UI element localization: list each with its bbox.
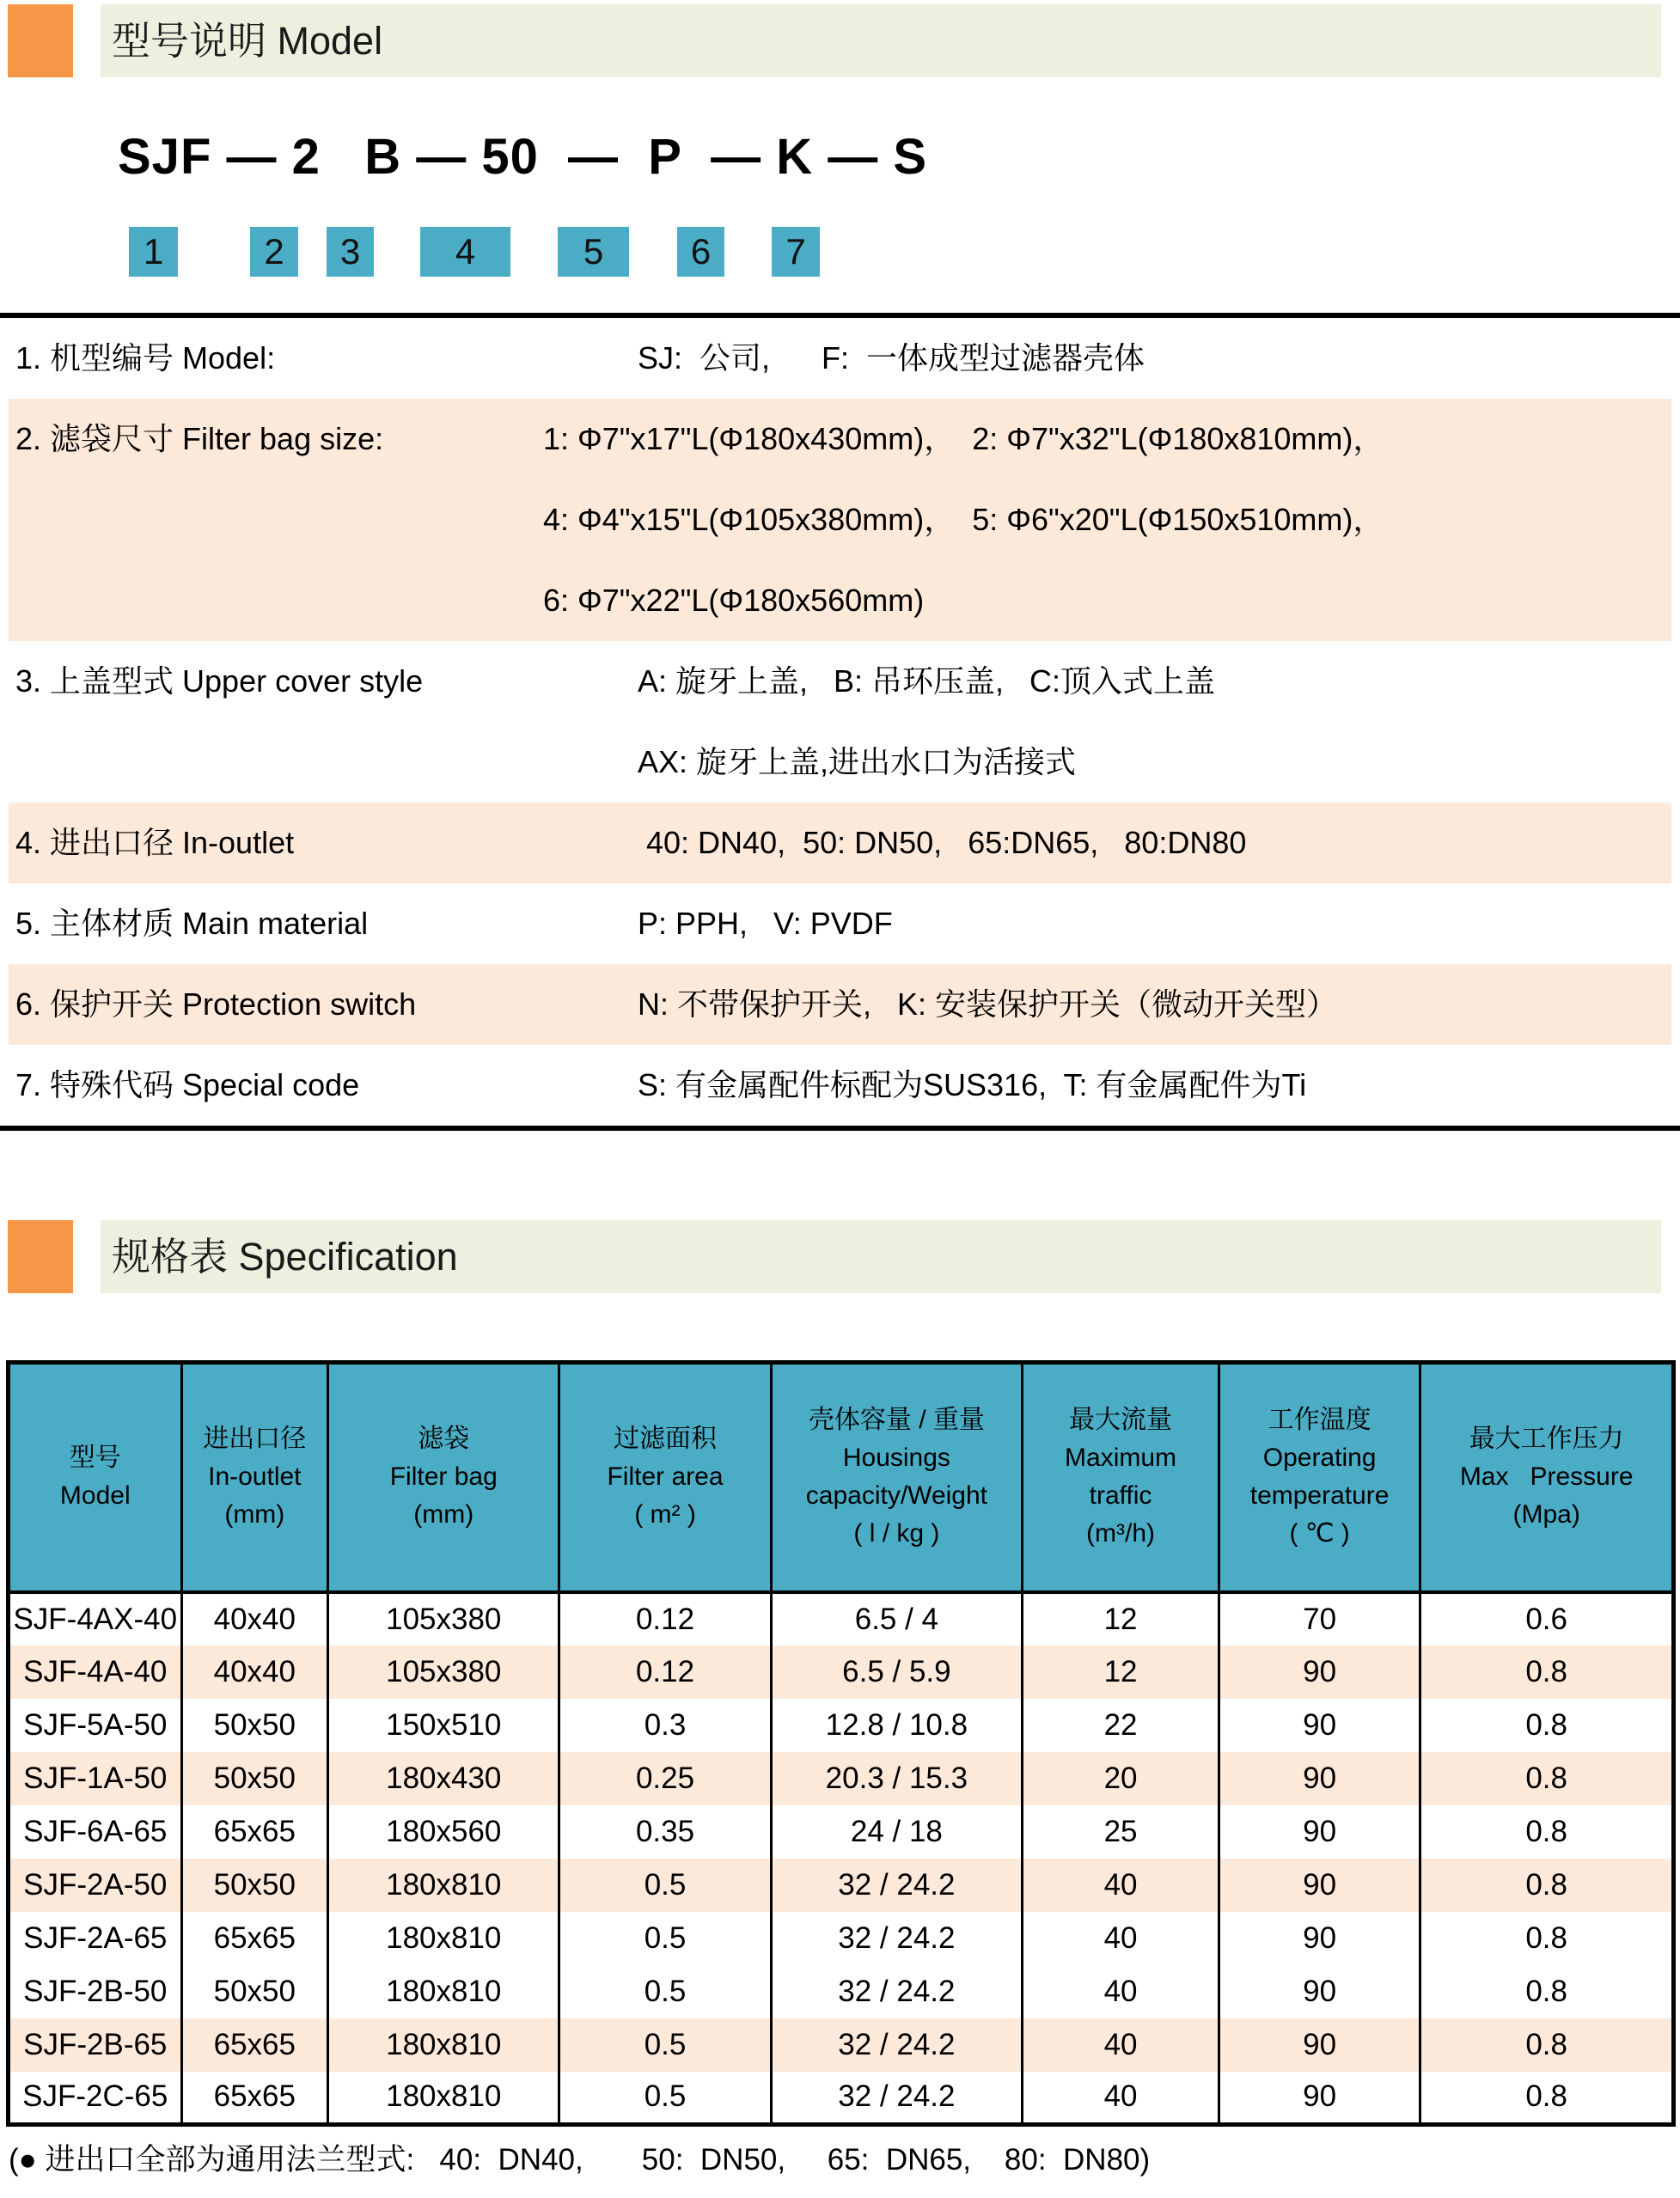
spec-table-cell: 0.8: [1525, 2079, 1567, 2114]
section-header-bar: [101, 4, 1661, 77]
model-item-value-line: SJ: 公司, F: 一体成型过滤器壳体: [638, 340, 1145, 375]
model-item-value-line: 4: Φ4"x15"L(Φ105x380mm)， 5: Φ6"x20"L(Φ150x510mm)，: [543, 502, 1384, 537]
spec-table-cell: 32 / 24.2: [771, 1965, 1023, 2018]
model-item-value-line: 6: Φ7"x22"L(Φ180x560mm): [543, 583, 925, 618]
spec-table-row: [9, 2072, 1674, 2125]
spec-table-cell: 0.8: [1525, 1707, 1567, 1742]
spec-table-cell: 0.3: [559, 1699, 771, 1752]
spec-table-cell: 180x560: [328, 1805, 559, 1859]
spec-header-cell: 过滤面积 Filter area ( m² ): [559, 1363, 771, 1592]
position-box-4: 4: [420, 227, 510, 277]
position-box-1: 1: [129, 227, 178, 277]
spec-table-cell: 65x65: [181, 2072, 328, 2125]
model-code: SJF — 2 B — 50 — P — K — S: [118, 129, 928, 185]
spec-table-cell: SJF-2B-50: [9, 1965, 182, 2018]
spec-table-cell: 32 / 24.2: [771, 1912, 1023, 1965]
model-item-label: 2. 滤袋尺寸 Filter bag size:: [15, 421, 384, 456]
spec-table-cell: 12: [1023, 1592, 1219, 1645]
spec-table-cell: 180x810: [328, 1965, 559, 2018]
model-item-value-line: P: PPH, V: PVDF: [638, 906, 893, 941]
spec-table-cell: 25: [1023, 1805, 1219, 1859]
section-title-model: 型号说明 Model: [112, 19, 383, 63]
spec-header-cell: 滤袋 Filter bag (mm): [328, 1363, 559, 1592]
spec-table-cell: 0.12: [559, 1645, 771, 1699]
spec-table-cell: 6.5 / 5.9: [771, 1645, 1023, 1699]
model-item-row: [9, 399, 1671, 641]
spec-table-cell: 0.5: [559, 1965, 771, 2018]
spec-table-cell: 65x65: [181, 1912, 328, 1965]
spec-table-row: [9, 1859, 1674, 1912]
spec-table-cell: 180x810: [328, 2018, 559, 2072]
spec-table-cell: 150x510: [328, 1699, 559, 1752]
spec-table-cell: 40: [1023, 1912, 1219, 1965]
divider-line-bottom: [0, 1126, 1680, 1131]
position-box-7: 7: [772, 227, 820, 277]
spec-table-cell: 90: [1219, 1859, 1420, 1912]
accent-square-icon: [8, 4, 73, 77]
spec-table-cell: 105x380: [328, 1592, 559, 1645]
model-item-value-line: 40: DN40, 50: DN50, 65:DN65, 80:DN80: [638, 825, 1247, 860]
spec-table-cell: 65x65: [181, 1805, 328, 1859]
spec-table-cell: 0.25: [559, 1752, 771, 1805]
model-item-label: 3. 上盖型式 Upper cover style: [15, 663, 424, 699]
position-number-row: [0, 227, 1680, 277]
model-item-value-line: N: 不带保护开关, K: 安装保护开关（微动开关型）: [638, 986, 1338, 1022]
model-item-label: 6. 保护开关 Protection switch: [15, 986, 417, 1022]
spec-header-cell: 工作温度 Operating temperature ( ℃ ): [1219, 1363, 1420, 1592]
spec-table-cell: 40: [1023, 2018, 1219, 2072]
spec-table-cell: 22: [1023, 1699, 1219, 1752]
spec-table-body: [9, 1592, 1674, 2125]
spec-table-row: [9, 1805, 1674, 1859]
spec-table-cell: SJF-2C-65: [9, 2072, 182, 2125]
spec-table-cell: SJF-6A-65: [9, 1805, 182, 1859]
spec-table-header-row: [9, 1363, 1674, 1592]
spec-table-cell: SJF-4A-40: [9, 1645, 182, 1699]
model-item-row: [9, 883, 1671, 964]
spec-table-cell: 0.5: [559, 1859, 771, 1912]
spec-table: [6, 1360, 1676, 2127]
spec-section-header: [0, 1220, 1680, 1293]
spec-table-cell: 0.6: [1525, 1602, 1567, 1636]
model-item-value-line: AX: 旋牙上盖,进出水口为活接式: [638, 744, 1077, 779]
spec-table-row: [9, 1752, 1674, 1805]
spec-header-cell: 型号 Model: [9, 1363, 182, 1592]
position-box-6: 6: [677, 227, 724, 277]
spec-table-cell: SJF-2A-50: [9, 1859, 182, 1912]
spec-table-cell: 90: [1219, 2018, 1420, 2072]
spec-table-row: [9, 1965, 1674, 2018]
spec-table-cell: 70: [1219, 1592, 1420, 1645]
spec-header-cell: 最大流量 Maximum traffic (m³/h): [1023, 1363, 1219, 1592]
spec-table-cell: 40: [1023, 2072, 1219, 2125]
model-item-values: [543, 318, 1671, 399]
model-item-values: [543, 803, 1671, 883]
spec-table-cell: SJF-4AX-40: [9, 1592, 182, 1645]
spec-table-row: [9, 1645, 1674, 1699]
model-item-row: [9, 803, 1671, 883]
spec-table-cell: 40: [1023, 1859, 1219, 1912]
spec-table-cell: 12.8 / 10.8: [771, 1699, 1023, 1752]
position-box-2: 2: [250, 227, 298, 277]
spec-table-row: [9, 1912, 1674, 1965]
spec-table-cell: 0.5: [559, 1912, 771, 1965]
spec-table-cell: 180x810: [328, 2072, 559, 2125]
spec-table-cell: 32 / 24.2: [771, 2072, 1023, 2125]
model-item-label: 4. 进出口径 In-outlet: [15, 825, 295, 860]
model-item-row: [9, 641, 1671, 803]
spec-table-cell: 24 / 18: [771, 1805, 1023, 1859]
spec-table-row: [9, 1699, 1674, 1752]
spec-table-cell: 0.8: [1525, 1814, 1567, 1848]
spec-header-cell: 壳体容量 / 重量 Housings capacity/Weight ( l / kg ): [771, 1363, 1023, 1592]
spec-table-cell: 40x40: [181, 1592, 328, 1645]
spec-table-cell: 90: [1219, 1645, 1420, 1699]
model-item-values: [543, 399, 1671, 641]
spec-table-cell: 20: [1023, 1752, 1219, 1805]
spec-table-row: [9, 2018, 1674, 2072]
spec-table-cell: SJF-2B-65: [9, 2018, 182, 2072]
model-item-values: [543, 641, 1671, 803]
spec-table-cell: 90: [1219, 1965, 1420, 2018]
position-box-3: 3: [327, 227, 374, 277]
position-box-5: 5: [558, 227, 629, 277]
model-item-label: 5. 主体材质 Main material: [15, 906, 369, 941]
spec-table-cell: 0.8: [1420, 1645, 1674, 1699]
accent-square-icon: [8, 1220, 73, 1293]
spec-table-row: [9, 1592, 1674, 1645]
model-item-values: [543, 964, 1671, 1045]
spec-table-cell: 0.8: [1420, 1859, 1674, 1912]
model-item-row: [9, 1045, 1671, 1126]
spec-table-cell: 90: [1219, 1699, 1420, 1752]
spec-table-cell: 40x40: [181, 1645, 328, 1699]
section-header-bar: [101, 1220, 1661, 1293]
spec-table-cell: 0.35: [559, 1805, 771, 1859]
model-item-value-line: A: 旋牙上盖, B: 吊环压盖, C:顶入式上盖: [638, 663, 1216, 699]
spec-table-cell: 50x50: [181, 1752, 328, 1805]
spec-table-cell: 50x50: [181, 1699, 328, 1752]
spec-table-cell: 90: [1219, 2072, 1420, 2125]
spec-table-cell: 40: [1023, 1965, 1219, 2018]
spec-table-cell: 90: [1219, 1752, 1420, 1805]
model-item-label: 1. 机型编号 Model:: [15, 340, 276, 375]
spec-table-cell: 180x430: [328, 1752, 559, 1805]
spec-table-cell: 0.8: [1420, 2018, 1674, 2072]
spec-table-cell: 50x50: [181, 1859, 328, 1912]
spec-table-cell: 0.8: [1525, 1920, 1567, 1955]
spec-table-cell: 12: [1023, 1645, 1219, 1699]
model-item-value-line: 1: Φ7"x17"L(Φ180x430mm)， 2: Φ7"x32"L(Φ180x810mm)，: [543, 421, 1384, 456]
spec-table-cell: 32 / 24.2: [771, 1859, 1023, 1912]
model-item-values: [543, 883, 1671, 964]
spec-table-cell: 105x380: [328, 1645, 559, 1699]
spec-table-cell: 0.5: [559, 2018, 771, 2072]
spec-header-cell: 最大工作压力 Max Pressure (Mpa): [1420, 1363, 1674, 1592]
spec-table-cell: SJF-5A-50: [9, 1699, 182, 1752]
model-item-row: [9, 318, 1671, 399]
spec-table-cell: 20.3 / 15.3: [771, 1752, 1023, 1805]
spec-table-cell: 50x50: [181, 1965, 328, 2018]
model-section-header: [0, 4, 1680, 77]
spec-header-cell: 进出口径 In-outlet (mm): [181, 1363, 328, 1592]
model-items: [9, 318, 1671, 1126]
spec-table-cell: 180x810: [328, 1912, 559, 1965]
spec-table-cell: 6.5 / 4: [771, 1592, 1023, 1645]
spec-table-cell: 90: [1219, 1805, 1420, 1859]
spec-table-cell: 65x65: [181, 2018, 328, 2072]
spec-table-cell: 0.12: [559, 1592, 771, 1645]
model-item-label: 7. 特殊代码 Special code: [15, 1067, 360, 1102]
spec-table-cell: SJF-1A-50: [9, 1752, 182, 1805]
model-item-values: [543, 1045, 1671, 1126]
flange-footnote: (● 进出口全部为通用法兰型式: 40: DN40, 50: DN50, 65: DN65, 80: DN80): [9, 2143, 1151, 2177]
spec-table-cell: 180x810: [328, 1859, 559, 1912]
section-title-spec: 规格表 Specification: [112, 1235, 458, 1279]
spec-table-cell: SJF-2A-65: [9, 1912, 182, 1965]
spec-table-cell: 0.5: [559, 2072, 771, 2125]
model-item-row: [9, 964, 1671, 1045]
model-item-value-line: S: 有金属配件标配为SUS316, T: 有金属配件为Ti: [638, 1067, 1307, 1102]
spec-table-cell: 32 / 24.2: [771, 2018, 1023, 2072]
spec-table-cell: 0.8: [1525, 1974, 1567, 2008]
spec-table-cell: 0.8: [1420, 1752, 1674, 1805]
spec-table-cell: 90: [1219, 1912, 1420, 1965]
